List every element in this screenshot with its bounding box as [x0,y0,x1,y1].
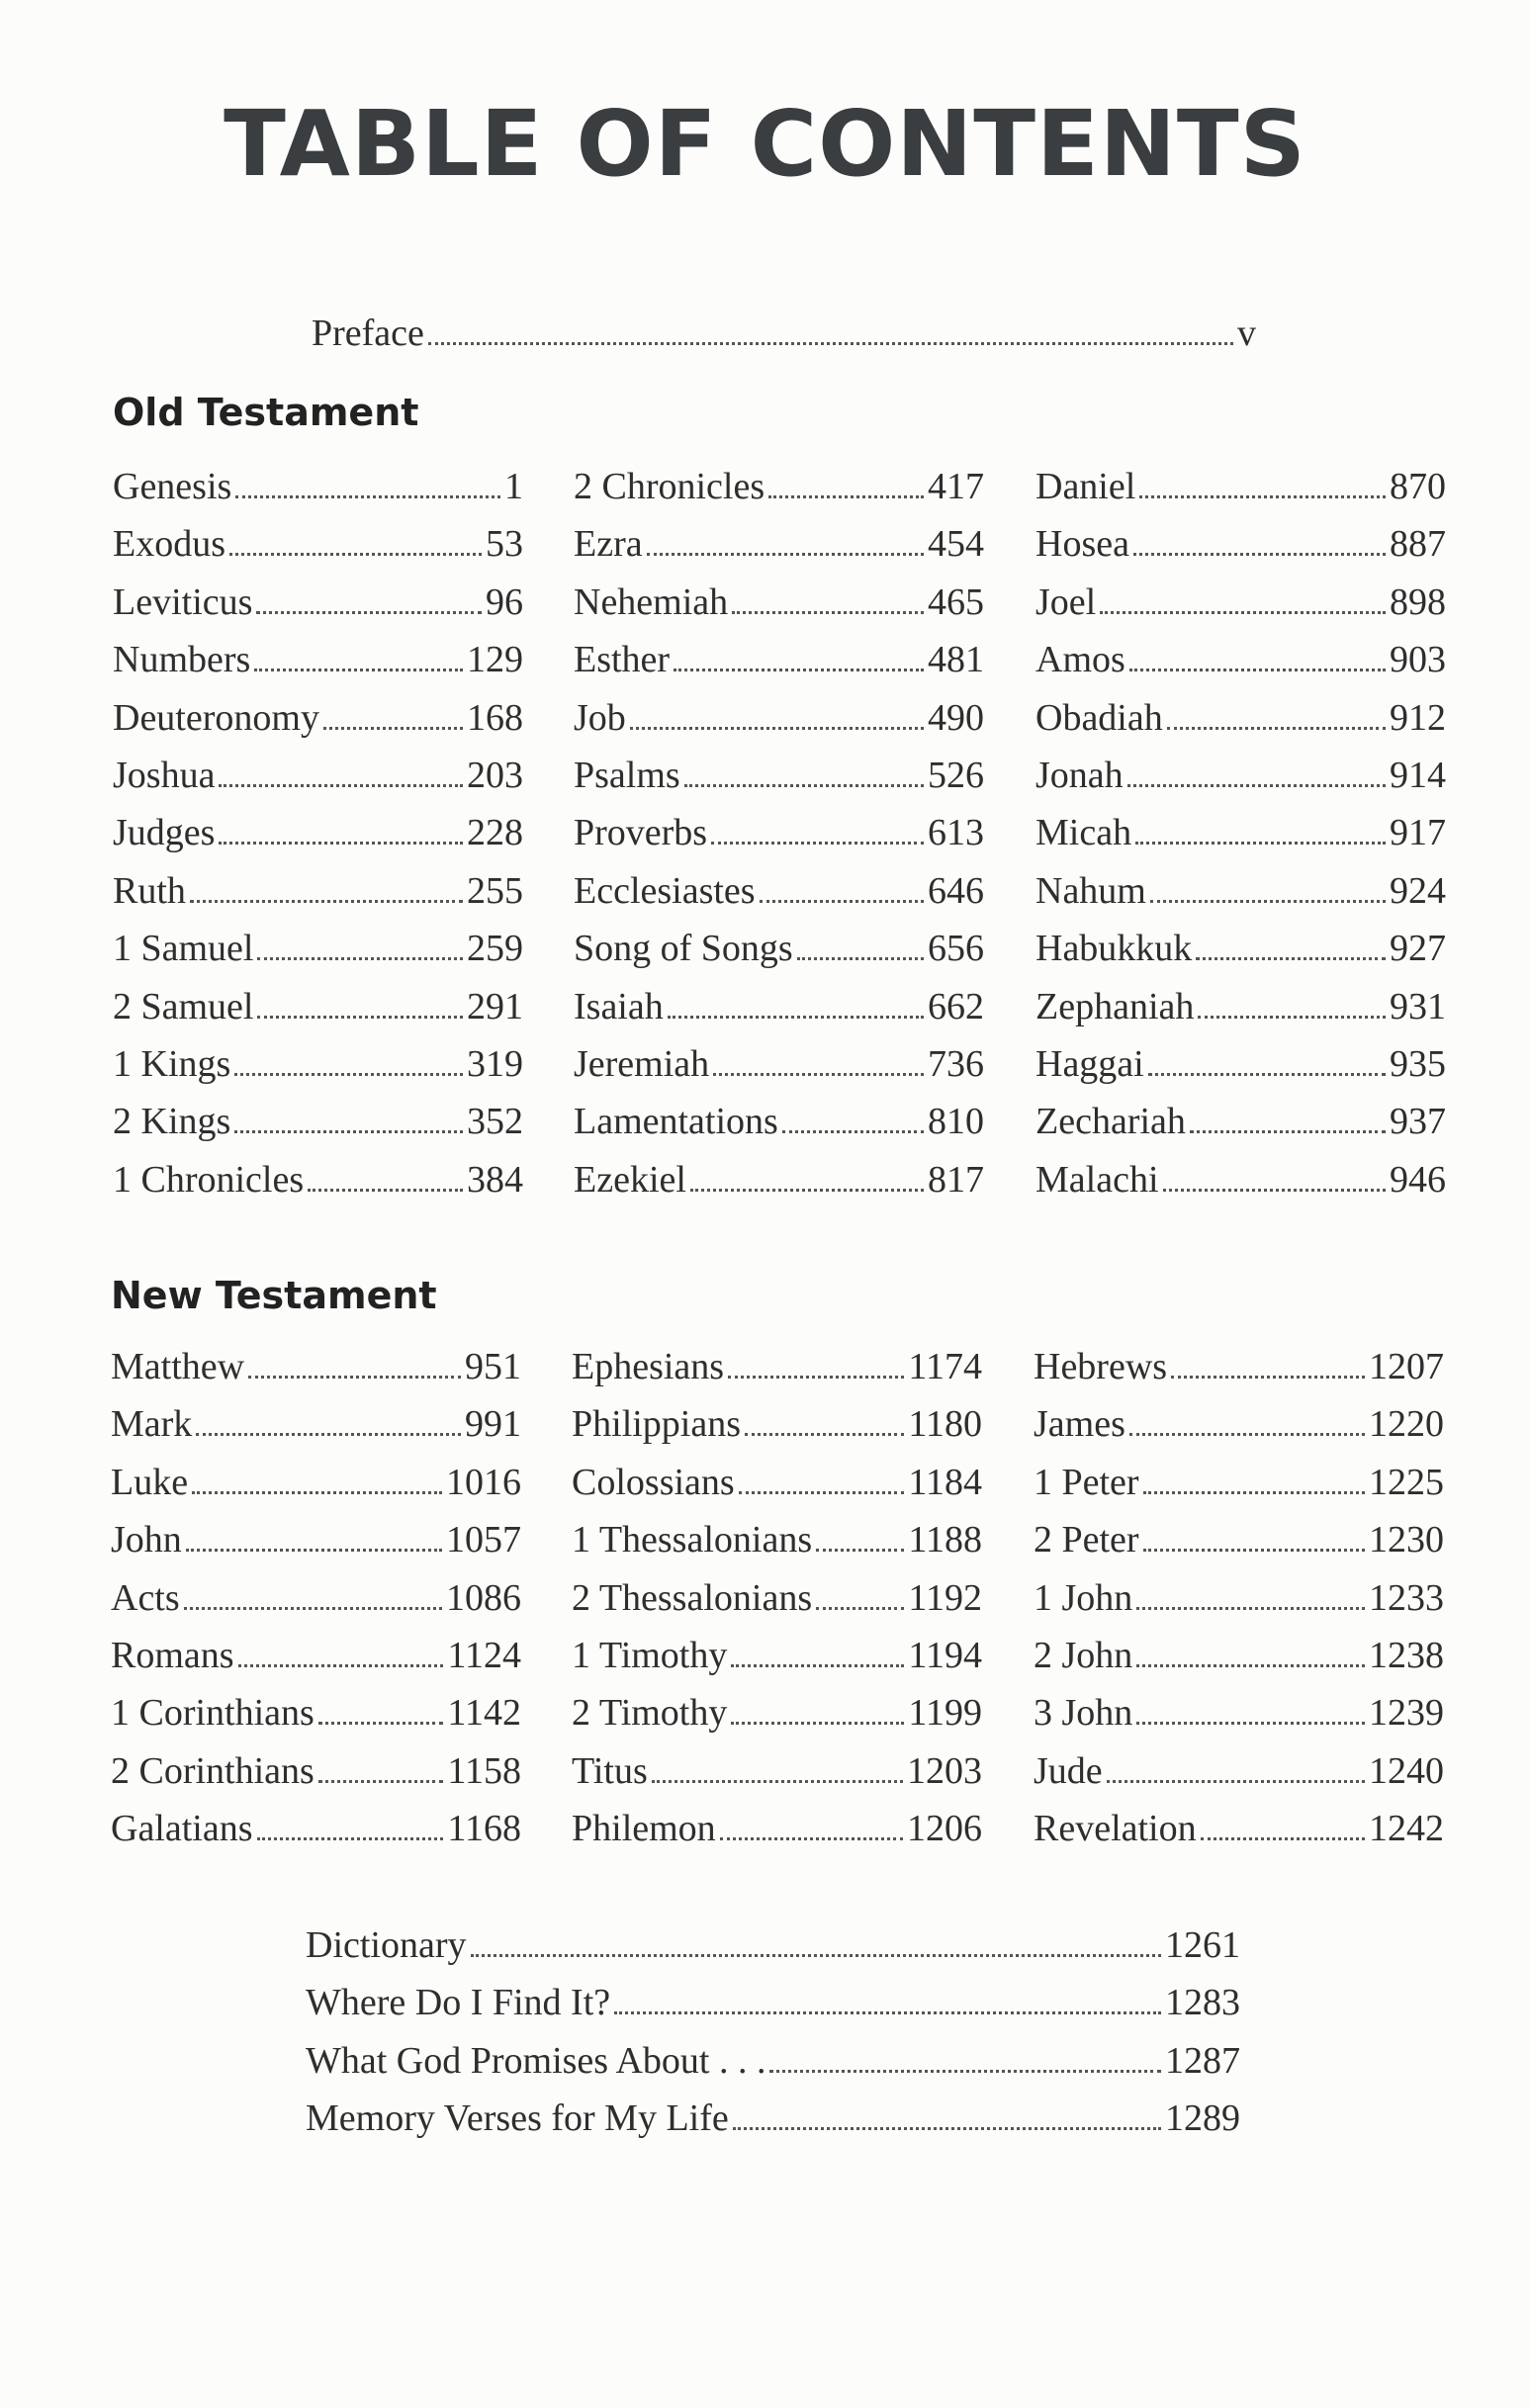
toc-entry[interactable] [1035,465,1446,522]
entry-page: 96 [486,580,523,623]
entry-label: Luke [111,1461,189,1503]
toc-entry[interactable] [572,1461,982,1518]
toc-entry[interactable] [1035,811,1446,868]
entry-page: 465 [928,580,984,623]
entry-page: 917 [1390,812,1446,854]
toc-entry[interactable] [574,927,984,984]
new-testament-column-1 [111,1345,521,1865]
entry-page: 1194 [908,1634,982,1676]
dot-leader [471,1954,1161,1957]
toc-entry[interactable] [1035,638,1446,695]
dot-leader [318,1722,444,1725]
dot-leader [1136,1607,1365,1610]
entry-page: 1158 [447,1749,521,1792]
entry-page: 1289 [1165,2097,1240,2140]
dot-leader [1143,1549,1365,1552]
toc-entry[interactable] [1035,696,1446,754]
toc-entry[interactable] [113,869,523,927]
dot-leader [652,1780,903,1783]
entry-label: Joel [1035,580,1097,623]
entry-page: 1225 [1369,1461,1444,1503]
toc-entry[interactable] [1034,1691,1444,1748]
dot-leader [1127,784,1386,787]
dot-leader [308,1189,463,1192]
entry-page: 1206 [907,1808,982,1850]
dot-leader [731,1722,904,1725]
dot-leader [1129,669,1386,671]
toc-entry[interactable] [113,985,523,1042]
dot-leader [760,900,924,903]
toc-entry[interactable] [306,1923,1240,1981]
toc-entry[interactable] [574,1100,984,1157]
dot-leader [684,784,924,787]
entry-label: Matthew [111,1346,245,1387]
entry-label: 1 Corinthians [111,1692,315,1735]
toc-entry[interactable] [113,927,523,984]
entry-page: 1239 [1369,1692,1444,1735]
entry-page: 417 [928,466,984,507]
entry-label: Titus [572,1749,648,1792]
dot-leader [769,2070,1161,2073]
toc-entry[interactable] [1034,1461,1444,1518]
entry-page: 927 [1390,928,1446,970]
dot-leader [256,611,482,614]
entry-label: Job [574,696,626,739]
entry-page: 526 [928,754,984,796]
entry-label: Romans [111,1634,234,1676]
entry-label: Hosea [1035,523,1129,566]
entry-page: v [1237,312,1256,354]
entry-page: 53 [486,523,523,566]
toc-entry[interactable] [306,1981,1240,2038]
entry-page: 1261 [1165,1924,1240,1966]
toc-entry[interactable] [113,580,523,638]
toc-entry[interactable] [1034,1518,1444,1575]
toc-entry[interactable] [111,1634,521,1691]
entry-label: Dictionary [306,1924,467,1966]
toc-entry[interactable] [113,1042,523,1100]
toc-entry[interactable] [111,1807,521,1864]
entry-page: 1180 [908,1403,982,1446]
toc-entry[interactable] [574,465,984,522]
new-testament-heading: New Testament [111,1274,437,1317]
entry-page: 1240 [1369,1749,1444,1792]
entry-page: 991 [465,1403,521,1446]
entry-page: 1220 [1369,1403,1444,1446]
toc-entry[interactable] [1034,1402,1444,1460]
dot-leader [816,1549,904,1552]
old-testament-column-1 [113,465,523,1215]
toc-entry[interactable] [572,1518,982,1575]
toc-entry-preface[interactable] [312,312,1256,355]
entry-page: 924 [1390,869,1446,912]
toc-entry[interactable] [306,2039,1240,2096]
toc-entry[interactable] [1035,754,1446,811]
toc-entry[interactable] [1035,522,1446,580]
dot-leader [1133,553,1386,556]
dot-leader [1148,1073,1386,1076]
entry-page: 255 [467,869,523,912]
dot-leader [190,900,463,903]
entry-page: 1142 [447,1692,521,1735]
toc-entry[interactable] [1034,1807,1444,1864]
dot-leader [1167,727,1386,730]
entry-page: 914 [1390,754,1446,796]
toc-entry[interactable] [1035,580,1446,638]
dot-leader [229,553,482,556]
dot-leader [1196,957,1386,960]
entry-label: Leviticus [113,580,253,623]
toc-entry[interactable] [574,638,984,695]
dot-leader [647,553,924,556]
entry-page: 1086 [446,1576,521,1619]
dot-leader [234,1130,463,1133]
entry-page: 1057 [446,1519,521,1561]
toc-entry[interactable] [111,1461,521,1518]
entry-label: Jude [1034,1749,1103,1792]
entry-label: Ezekiel [574,1158,686,1201]
entry-page: 1199 [908,1692,982,1735]
entry-page: 168 [467,696,523,739]
entry-page: 1192 [908,1576,982,1619]
dot-leader [257,957,463,960]
entry-label: John [111,1519,182,1561]
entry-page: 1230 [1369,1519,1444,1561]
dot-leader [1139,495,1386,498]
toc-entry[interactable] [1035,1042,1446,1100]
entry-page: 1124 [447,1634,521,1676]
toc-entry[interactable] [1034,1345,1444,1402]
entry-label: Exodus [113,523,225,566]
entry-label: 1 Kings [113,1042,231,1085]
entry-label: James [1034,1403,1125,1446]
entry-label: 2 Corinthians [111,1749,315,1792]
dot-leader [1129,1433,1365,1436]
entry-page: 903 [1390,639,1446,681]
entry-page: 1184 [908,1461,982,1503]
toc-entry[interactable] [111,1345,521,1402]
entry-page: 1238 [1369,1634,1444,1676]
entry-label: 2 Peter [1034,1519,1139,1561]
toc-entry[interactable] [306,2096,1240,2154]
entry-page: 951 [465,1346,521,1387]
toc-entry[interactable] [111,1691,521,1748]
dot-leader [816,1607,904,1610]
entry-label: Mark [111,1403,193,1446]
dot-leader [739,1491,905,1494]
toc-entry[interactable] [111,1576,521,1634]
entry-label: 1 Chronicles [113,1158,305,1201]
entry-page: 1233 [1369,1576,1444,1619]
entry-page: 1242 [1369,1808,1444,1850]
dot-leader [674,669,924,671]
dot-leader [782,1130,924,1133]
dot-leader [248,1376,461,1379]
entry-label: 1 Timothy [572,1634,728,1676]
toc-entry[interactable] [113,522,523,580]
toc-entry[interactable] [572,1807,982,1864]
entry-page: 937 [1390,1101,1446,1143]
toc-entry[interactable] [113,754,523,811]
entry-label: 1 John [1034,1576,1133,1619]
entry-label: Song of Songs [574,928,793,970]
toc-entry[interactable] [1035,1158,1446,1215]
entry-label: 1 Samuel [113,928,254,970]
old-testament-column-2 [574,465,984,1215]
entry-label: Isaiah [574,985,664,1027]
toc-entry[interactable] [113,811,523,868]
entry-page: 1283 [1165,1982,1240,2024]
dot-leader [732,611,924,614]
dot-leader [235,495,500,498]
entry-label: Genesis [113,466,232,507]
dot-leader [184,1607,442,1610]
entry-label: 2 John [1034,1634,1133,1676]
entry-label: Micah [1035,812,1132,854]
dot-leader [428,342,1233,345]
entry-page: 946 [1390,1158,1446,1201]
toc-entry[interactable] [574,985,984,1042]
entry-label: Jonah [1035,754,1124,796]
dot-leader [713,1073,924,1076]
entry-label: Ecclesiastes [574,869,756,912]
entry-label: Memory Verses for My Life [306,2097,729,2140]
dot-leader [196,1433,461,1436]
entry-label: Nahum [1035,869,1146,912]
dot-leader [1136,1664,1365,1667]
dot-leader [257,1837,444,1840]
entry-label: Malachi [1035,1158,1159,1201]
dot-leader [1135,842,1386,845]
entry-label: 1 Thessalonians [572,1519,813,1561]
toc-entry[interactable] [574,696,984,754]
dot-leader [219,784,463,787]
entry-page: 736 [928,1042,984,1085]
dot-leader [1150,900,1386,903]
dot-leader [733,2127,1161,2130]
dot-leader [234,1073,463,1076]
dot-leader [186,1549,442,1552]
entry-page: 319 [467,1042,523,1085]
entry-page: 454 [928,523,984,566]
entry-page: 1207 [1369,1346,1444,1387]
dot-leader [711,842,924,845]
entry-page: 384 [467,1158,523,1201]
dot-leader [238,1664,444,1667]
entry-label: Ephesians [572,1346,725,1387]
entry-label: Joshua [113,754,216,796]
dot-leader [768,495,924,498]
toc-entry[interactable] [113,465,523,522]
dot-leader [668,1016,924,1019]
toc-entry[interactable] [572,1634,982,1691]
toc-entry[interactable] [113,638,523,695]
entry-page: 1174 [908,1346,982,1387]
dot-leader [254,669,463,671]
entry-page: 613 [928,812,984,854]
entry-page: 481 [928,639,984,681]
appendix-list [306,1923,1240,2155]
old-testament-column-3 [1035,465,1446,1215]
entry-label: Zechariah [1035,1101,1186,1143]
dot-leader [257,1016,463,1019]
toc-entry[interactable] [111,1518,521,1575]
dot-leader [1163,1189,1386,1192]
new-testament-column-3 [1034,1345,1444,1865]
dot-leader [731,1664,904,1667]
entry-label: Lamentations [574,1101,778,1143]
new-testament-column-2 [572,1345,982,1865]
entry-label: 2 Timothy [572,1692,728,1735]
old-testament-heading: Old Testament [113,391,419,434]
entry-label: Acts [111,1576,180,1619]
toc-entry[interactable] [1035,985,1446,1042]
entry-page: 1188 [908,1519,982,1561]
entry-label: Ruth [113,869,186,912]
entry-label: Colossians [572,1461,735,1503]
entry-label: Preface [312,312,424,354]
entry-page: 129 [467,639,523,681]
entry-page: 912 [1390,696,1446,739]
toc-entry[interactable] [1034,1749,1444,1807]
entry-label: Habukkuk [1035,928,1193,970]
entry-label: Philemon [572,1808,716,1850]
entry-label: Zephaniah [1035,985,1195,1027]
entry-label: 3 John [1034,1692,1133,1735]
entry-label: Haggai [1035,1042,1144,1085]
dot-leader [614,2011,1161,2014]
page-title: TABLE OF CONTENTS [224,91,1306,197]
dot-leader [1198,1016,1386,1019]
dot-leader [797,957,924,960]
entry-label: Proverbs [574,812,708,854]
dot-leader [323,727,463,730]
toc-entry[interactable] [574,1158,984,1215]
dot-leader [745,1433,904,1436]
entry-label: 2 Samuel [113,985,254,1027]
entry-label: Where Do I Find It? [306,1982,611,2024]
dot-leader [690,1189,924,1192]
dot-leader [192,1491,442,1494]
toc-entry[interactable] [572,1345,982,1402]
dot-leader [1100,611,1386,614]
entry-page: 1016 [446,1461,521,1503]
entry-page: 817 [928,1158,984,1201]
entry-page: 259 [467,928,523,970]
toc-entry[interactable] [111,1749,521,1807]
toc-entry[interactable] [113,696,523,754]
entry-label: 1 Peter [1034,1461,1139,1503]
entry-page: 352 [467,1101,523,1143]
toc-entry[interactable] [574,811,984,868]
toc-entry[interactable] [572,1749,982,1807]
toc-entry[interactable] [572,1691,982,1748]
entry-label: Jeremiah [574,1042,710,1085]
entry-page: 887 [1390,523,1446,566]
toc-entry[interactable] [1034,1576,1444,1634]
entry-page: 870 [1390,466,1446,507]
toc-entry[interactable] [574,580,984,638]
dot-leader [1136,1722,1365,1725]
toc-entry[interactable] [572,1402,982,1460]
entry-page: 646 [928,869,984,912]
entry-label: Daniel [1035,466,1136,507]
entry-label: Judges [113,812,216,854]
entry-page: 291 [467,985,523,1027]
toc-entry[interactable] [1035,869,1446,927]
entry-page: 1203 [907,1749,982,1792]
toc-entry[interactable] [574,869,984,927]
entry-label: 2 Kings [113,1101,231,1143]
entry-label: Ezra [574,523,643,566]
entry-label: Galatians [111,1808,253,1850]
entry-label: Psalms [574,754,680,796]
dot-leader [318,1780,444,1783]
entry-page: 1 [504,466,523,507]
dot-leader [728,1376,904,1379]
entry-page: 810 [928,1101,984,1143]
toc-entry[interactable] [1035,1100,1446,1157]
toc-entry[interactable] [111,1402,521,1460]
entry-label: Esther [574,639,671,681]
entry-page: 1168 [447,1808,521,1850]
toc-entry[interactable] [574,754,984,811]
entry-label: Philippians [572,1403,742,1446]
entry-page: 490 [928,696,984,739]
entry-label: Revelation [1034,1808,1197,1850]
entry-page: 656 [928,928,984,970]
dot-leader [219,842,463,845]
entry-label: 2 Thessalonians [572,1576,813,1619]
dot-leader [630,727,924,730]
entry-page: 228 [467,812,523,854]
toc-entry[interactable] [1035,927,1446,984]
entry-page: 1287 [1165,2039,1240,2082]
dot-leader [1201,1837,1365,1840]
entry-label: Numbers [113,639,251,681]
entry-page: 203 [467,754,523,796]
entry-label: Nehemiah [574,580,729,623]
entry-page: 931 [1390,985,1446,1027]
entry-page: 898 [1390,580,1446,623]
dot-leader [1143,1491,1365,1494]
toc-entry[interactable] [113,1158,523,1215]
dot-leader [1190,1130,1386,1133]
entry-label: 2 Chronicles [574,466,765,507]
dot-leader [1107,1780,1365,1783]
dot-leader [1171,1376,1365,1379]
entry-label: Hebrews [1034,1346,1168,1387]
entry-label: Obadiah [1035,696,1163,739]
toc-entry[interactable] [574,522,984,580]
entry-label: Deuteronomy [113,696,319,739]
toc-entry[interactable] [574,1042,984,1100]
toc-entry[interactable] [1034,1634,1444,1691]
toc-entry[interactable] [113,1100,523,1157]
dot-leader [720,1837,903,1840]
entry-page: 935 [1390,1042,1446,1085]
toc-entry[interactable] [572,1576,982,1634]
entry-label: What God Promises About . . . [306,2039,766,2082]
entry-label: Amos [1035,639,1125,681]
entry-page: 662 [928,985,984,1027]
